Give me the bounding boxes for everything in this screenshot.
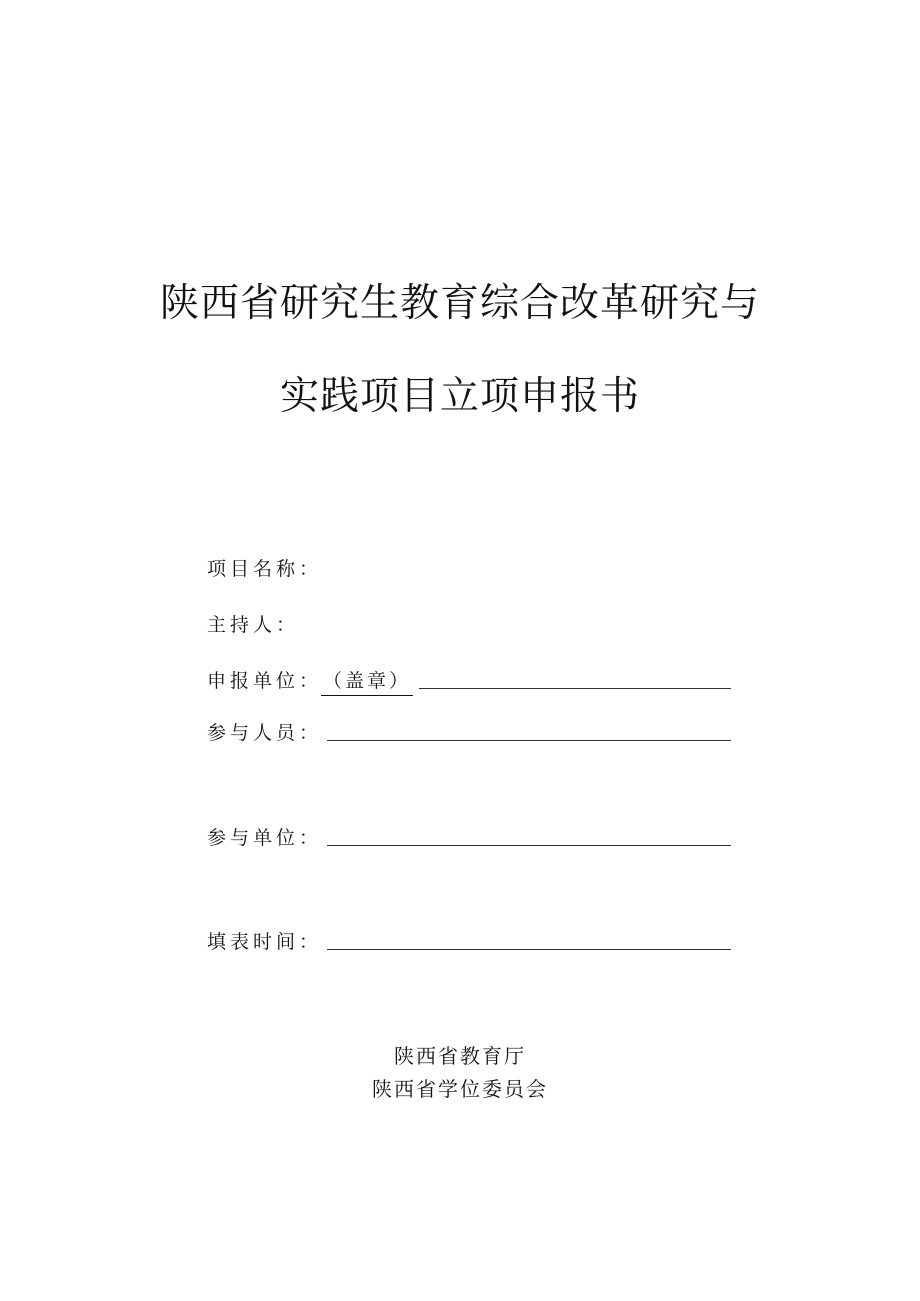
issuer-degree-committee: 陕西省学位委员会 <box>372 1077 548 1101</box>
seal-note: （盖章） <box>321 666 413 696</box>
participants-blank-line <box>327 739 731 741</box>
participating-units-field <box>207 823 737 853</box>
participants-label: 参与人员： <box>207 722 323 744</box>
project-name-label: 项目名称： <box>207 558 323 580</box>
document-title-line-1: 陕西省研究生教育综合改革研究与 <box>159 281 760 326</box>
host-label: 主持人： <box>207 614 300 636</box>
participating-units-label: 参与单位： <box>207 827 323 849</box>
fill-date-blank-line <box>327 948 731 950</box>
fill-date-field <box>207 927 737 957</box>
document-title-line-2: 实践项目立项申报书 <box>279 374 640 419</box>
applicant-unit-label: 申报单位： <box>207 670 323 692</box>
participating-units-blank-line <box>327 844 731 846</box>
applicant-unit-field <box>207 666 737 696</box>
issuer-education-department: 陕西省教育厅 <box>394 1044 526 1068</box>
applicant-unit-blank-line <box>419 687 731 689</box>
participants-field <box>207 718 737 748</box>
fill-date-label: 填表时间： <box>207 931 323 953</box>
